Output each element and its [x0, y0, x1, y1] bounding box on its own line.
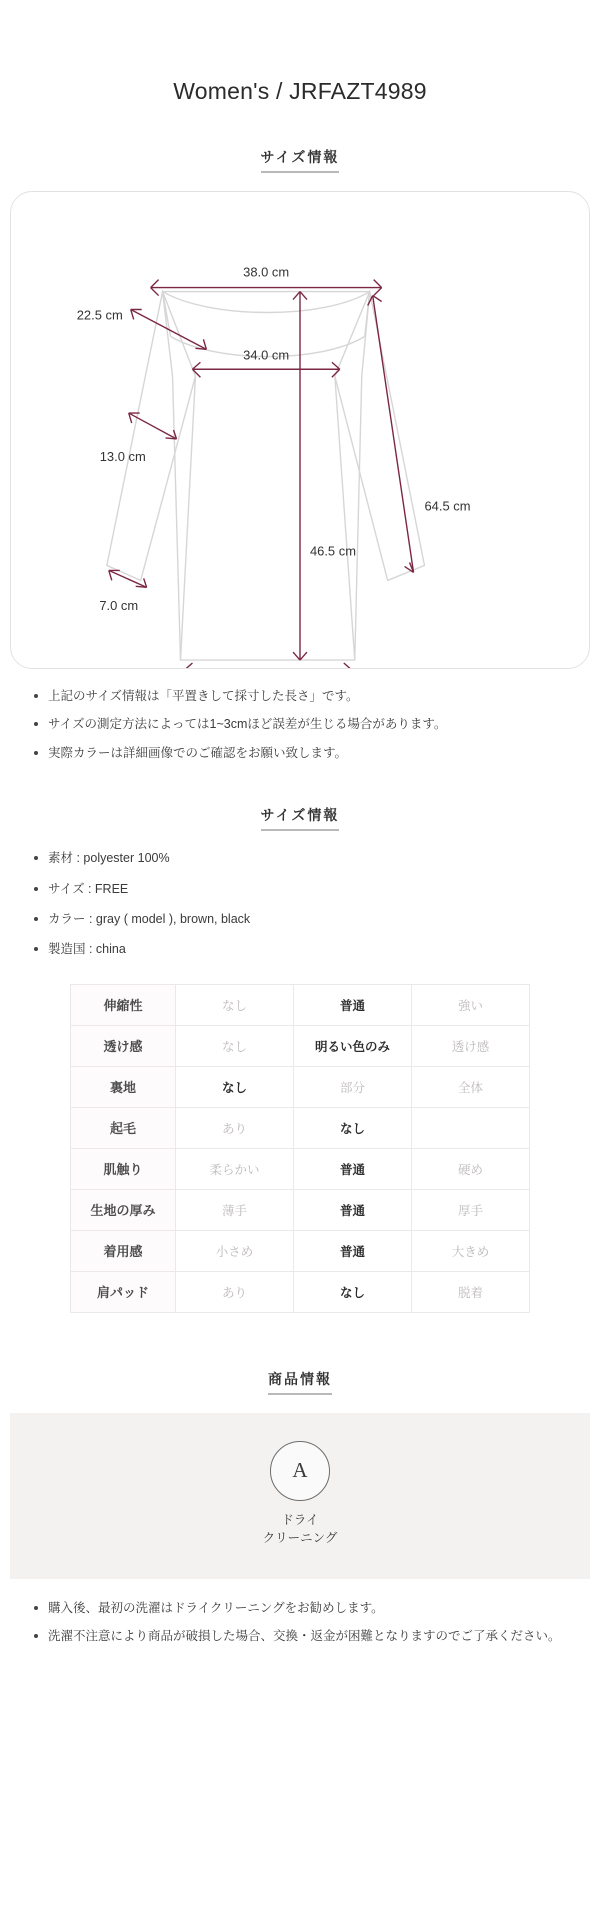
table-row: [71, 1189, 530, 1230]
table-row: [71, 1025, 530, 1066]
section-heading-size-info-2: [0, 805, 600, 831]
size-notes-list: [0, 687, 600, 763]
measurement-lines: [109, 280, 414, 668]
care-label: [10, 1511, 590, 1549]
table-row: [71, 1066, 530, 1107]
attribute-label: 透け感: [71, 1025, 176, 1066]
page-title: Women's / JRFAZT4989: [173, 78, 427, 104]
measure-sleeve-length: 64.5 cm: [424, 498, 471, 514]
table-row: [71, 1271, 530, 1312]
care-notes-list: [0, 1599, 600, 1647]
measure-chest-width: 34.0 cm: [243, 347, 290, 363]
attribute-option: なし: [294, 1107, 412, 1148]
attribute-option: 明るい色のみ: [294, 1025, 412, 1066]
attribute-option: 硬め: [412, 1148, 530, 1189]
attribute-option: 薄手: [176, 1189, 294, 1230]
measure-neck-depth: 22.5 cm: [76, 307, 123, 323]
attribute-option: なし: [176, 1025, 294, 1066]
attribute-option: なし: [176, 1066, 294, 1107]
list-item: サイズの測定方法によっては1~3cmほど誤差が生じる場合があります。: [34, 715, 574, 734]
attribute-option: なし: [294, 1271, 412, 1312]
attribute-option: なし: [176, 984, 294, 1025]
list-item: 素材 : polyester 100%: [34, 849, 574, 868]
attribute-label: 伸縮性: [71, 984, 176, 1025]
attribute-option: [412, 1107, 530, 1148]
list-item: 洗濯不注意により商品が破損した場合、交換・返金が困難となりますのでご了承ください。: [34, 1627, 574, 1646]
table-row: [71, 1107, 530, 1148]
section-heading-label: 商品情報: [268, 1369, 332, 1395]
list-item: サイズ : FREE: [34, 880, 574, 899]
care-instruction-box: [10, 1413, 590, 1579]
attribute-option: あり: [176, 1107, 294, 1148]
care-label-line-2: クリーニング: [262, 1531, 338, 1546]
attribute-label: 肩パッド: [71, 1271, 176, 1312]
measure-body-length: 46.5 cm: [309, 543, 356, 559]
attribute-option: 普通: [294, 984, 412, 1025]
table-row: [71, 1230, 530, 1271]
attribute-option: 透け感: [412, 1025, 530, 1066]
attribute-label: 肌触り: [71, 1148, 176, 1189]
list-item: カラー : gray ( model ), brown, black: [34, 910, 574, 929]
attribute-label: 裏地: [71, 1066, 176, 1107]
dry-cleaning-icon-letter: A: [292, 1458, 308, 1483]
measure-upper-arm: 13.0 cm: [99, 448, 146, 464]
list-item: 上記のサイズ情報は「平置きして採寸した長さ」です。: [34, 687, 574, 706]
list-item: 実際カラーは詳細画像でのご確認をお願い致します。: [34, 744, 574, 763]
care-label-line-1: ドライ: [281, 1512, 319, 1527]
size-diagram-svg: [11, 192, 589, 668]
measure-shoulder-width: 38.0 cm: [243, 264, 290, 280]
table-row: [71, 1148, 530, 1189]
spec-list: [0, 849, 600, 960]
attribute-option: 小さめ: [176, 1230, 294, 1271]
dry-cleaning-icon: [270, 1441, 330, 1501]
measure-cuff-width: 7.0 cm: [99, 598, 139, 614]
attribute-option: 大きめ: [412, 1230, 530, 1271]
attribute-table: [70, 984, 530, 1313]
list-item: 購入後、最初の洗濯はドライクリーニングをお勧めします。: [34, 1599, 574, 1618]
attribute-label: 起毛: [71, 1107, 176, 1148]
attribute-option: 部分: [294, 1066, 412, 1107]
attribute-option: 脱着: [412, 1271, 530, 1312]
size-diagram: [10, 191, 590, 669]
list-item: 製造国 : china: [34, 940, 574, 959]
attribute-option: 全体: [412, 1066, 530, 1107]
attribute-option: あり: [176, 1271, 294, 1312]
attribute-option: 強い: [412, 984, 530, 1025]
table-row: [71, 984, 530, 1025]
section-heading-label: サイズ情報: [261, 805, 340, 831]
attribute-option: 普通: [294, 1148, 412, 1189]
attribute-option: 普通: [294, 1230, 412, 1271]
attribute-option: 柔らかい: [176, 1148, 294, 1189]
attribute-option: 厚手: [412, 1189, 530, 1230]
section-heading-size-info-1: [0, 147, 600, 173]
attribute-label: 着用感: [71, 1230, 176, 1271]
attribute-label: 生地の厚み: [71, 1189, 176, 1230]
section-heading-product-info: [0, 1369, 600, 1395]
section-heading-label: サイズ情報: [261, 147, 340, 173]
attribute-option: 普通: [294, 1189, 412, 1230]
